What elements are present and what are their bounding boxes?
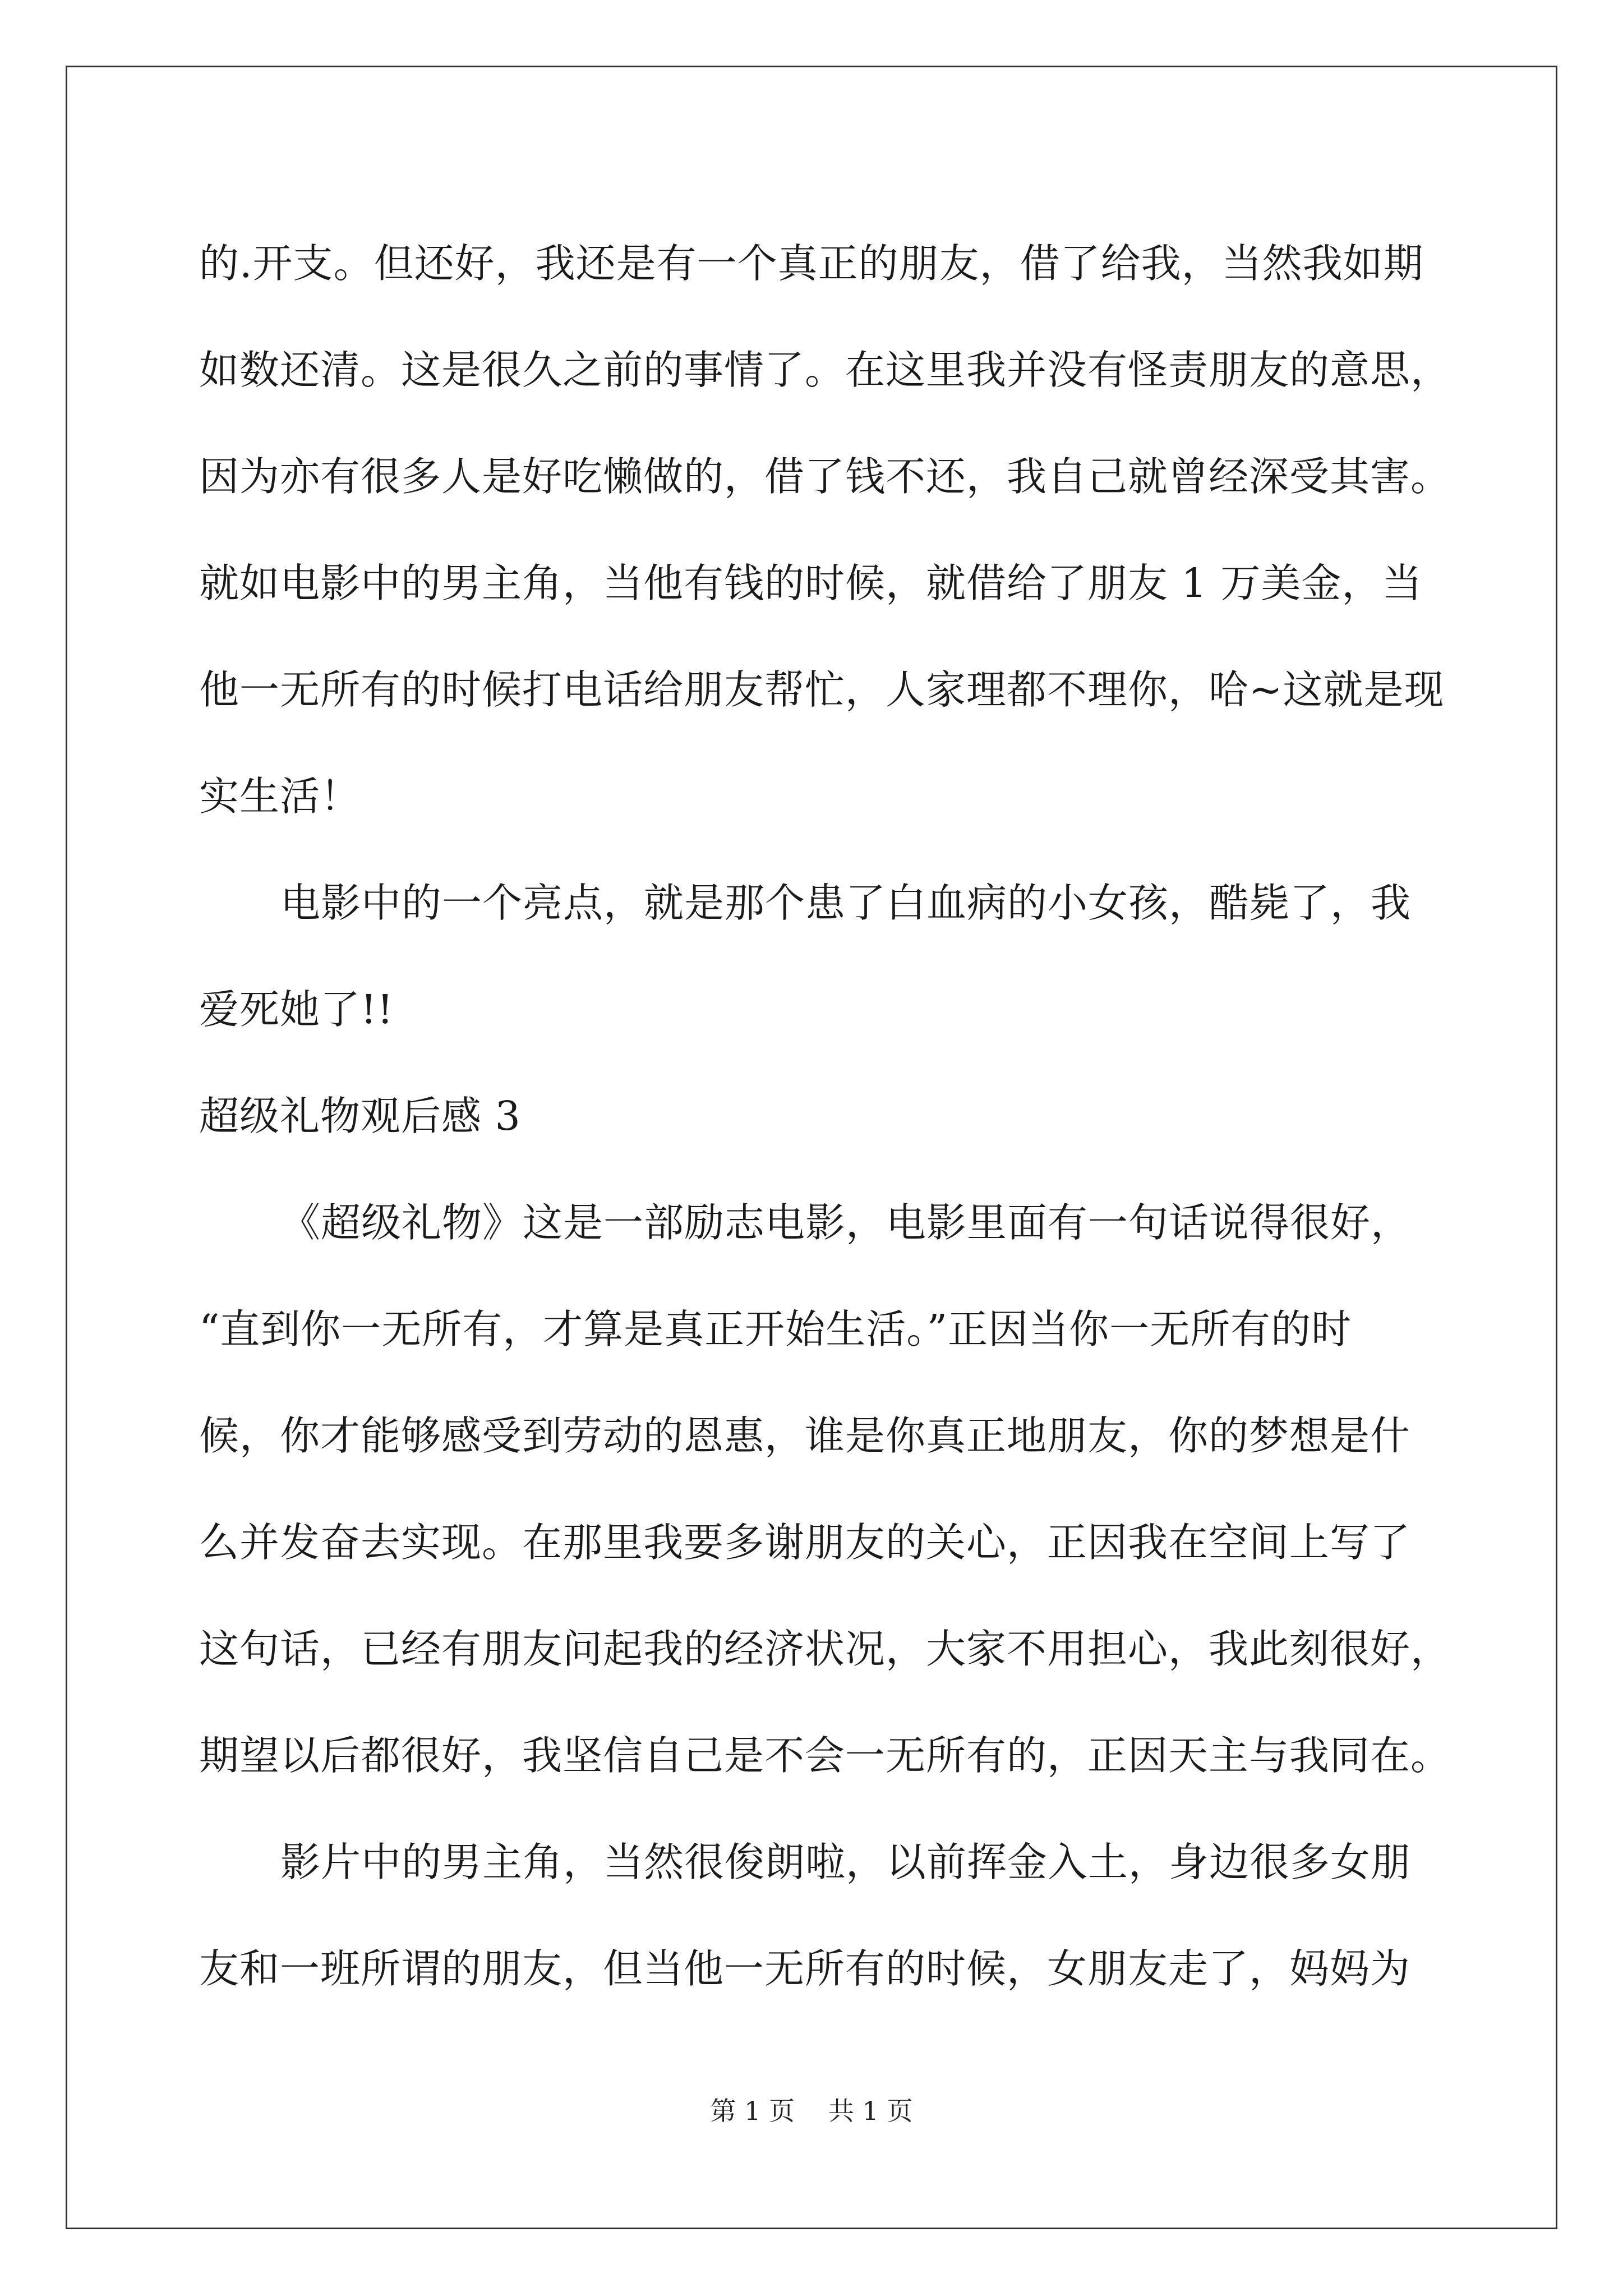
paragraph-line: 就如电影中的男主角，当他有钱的时候，就借给了朋友 1 万美金，当 [199,560,1423,606]
paragraph-line: 友和一班所谓的朋友，但当他一无所有的时候，女朋友走了，妈妈为 [199,1945,1411,1992]
paragraph-line: 的.开支。但还好，我还是有一个真正的朋友，借了给我，当然我如期 [199,240,1424,287]
page-footer [0,2094,1623,2128]
paragraph-line: “直到你一无所有，才算是真正开始生活。”正因当你一无所有的时 [199,1306,1352,1352]
paragraph-line: 影片中的男主角，当然很俊朗啦，以前挥金入土，身边很多女朋 [280,1839,1412,1885]
paragraph-line: 他一无所有的时候打电话给朋友帮忙，人家理都不理你，哈~这就是现 [199,666,1445,713]
paragraph-line: 这句话，已经有朋友问起我的经济状况，大家不用担心，我此刻很好， [199,1626,1451,1672]
paragraph-line: 《超级礼物》这是一部励志电影，电影里面有一句话说得很好， [280,1199,1412,1246]
paragraph-line: 电影中的一个亮点，就是那个患了白血病的小女孩，酷毙了，我 [280,880,1412,926]
page-number: 第 1 页 [710,2096,795,2126]
section-heading: 超级礼物观后感 3 [199,1093,521,1139]
page-total: 共 1 页 [828,2096,913,2126]
paragraph-line: 期望以后都很好，我坚信自己是不会一无所有的，正因天主与我同在。 [199,1732,1451,1779]
document-body [199,210,1455,2022]
paragraph-line: 如数还清。这是很久之前的事情了。在这里我并没有怪责朋友的意思， [199,347,1451,393]
paragraph-line: 爱死她了!! [199,986,394,1033]
paragraph-line: 实生活！ [199,773,361,820]
paragraph-line: 么并发奋去实现。在那里我要多谢朋友的关心，正因我在空间上写了 [199,1519,1411,1566]
paragraph-line: 候，你才能够感受到劳动的恩惠，谁是你真正地朋友，你的梦想是什 [199,1412,1411,1459]
paragraph-line: 因为亦有很多人是好吃懒做的，借了钱不还，我自己就曾经深受其害。 [199,453,1451,500]
